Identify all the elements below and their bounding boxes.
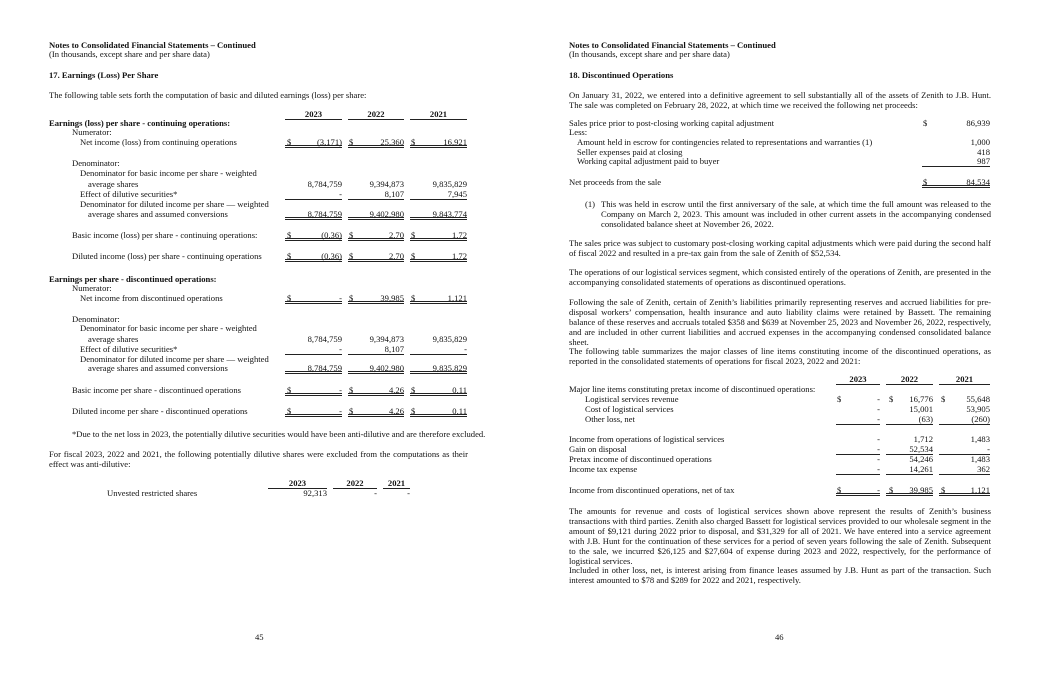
table-cell: 1.72 $	[411, 230, 467, 240]
table-cell: (3,171) $	[287, 137, 342, 147]
table-cell: -	[836, 414, 880, 425]
table-cell: - $	[837, 394, 880, 404]
table-cell: - $	[287, 385, 342, 395]
paragraph-logistical-services: The amounts for revenue and costs of logistical services shown above represent the results of Zenith’s business transactions with third parties. Zenith also charged Bassett for logistical services provided to our wholesale segment in the amount of $9,121 during 2022 prior to disposal, and $31,329 for all of 2021. We have entered into a service agreement with J.B. Hunt for the continuation of these services for a period of seven years following the sale of Zenith. Subsequent to the sale, we incurred $26,125 and $27,604 of expense during 2023 and 2022, respectively, for the performance of logistical services.	[569, 506, 991, 566]
table-cell: - $	[837, 485, 880, 495]
row-label: Less:	[569, 127, 588, 137]
table-cell: 15,001	[909, 404, 933, 414]
row-label: Denominator for basic income per share - weighted	[80, 168, 257, 178]
column-header-2023: 2023	[285, 109, 342, 120]
table-cell: -	[374, 488, 377, 498]
row-label: Other loss, net	[585, 414, 635, 424]
dollar-sign: $	[889, 394, 894, 404]
footnote-1-text: This was held in escrow until the first anniversary of the sale, at which time the full amount was released to the Company on March 2, 2023. This amount was included in other current assets in the accompanying condensed consolidated balance sheet at November 26, 2022.	[601, 199, 991, 229]
eps-intro: The following table sets forth the computation of basic and diluted earnings (loss) per share:	[49, 90, 367, 100]
table-cell: 0.11 $	[411, 385, 467, 395]
table-cell: 8,784,759	[307, 179, 342, 189]
table-cell: 987	[922, 156, 990, 167]
row-label: Diluted income per share - discontinued operations	[72, 406, 248, 416]
table-cell: 9,394,873	[369, 334, 404, 344]
antidilutive-paragraph: For fiscal 2023, 2022 and 2021, the following potentially dilutive shares were excluded from the computations as their effect was anti-dilutive:	[49, 449, 468, 469]
row-label: Denominator:	[72, 314, 120, 324]
row-label: Diluted income (loss) per share - continuing operations	[72, 251, 262, 261]
table-cell: 9,835,829	[432, 334, 467, 344]
table-cell: 4.26 $	[349, 385, 404, 395]
dollar-sign: $	[287, 406, 292, 416]
table-cell: 2.70 $	[349, 230, 404, 240]
table-cell: 0.11 $	[411, 406, 467, 416]
dollar-sign: $	[349, 385, 354, 395]
table-cell: -	[410, 344, 467, 355]
row-label: average shares	[88, 334, 139, 344]
paragraph-operations: The operations of our logistical services segment, which consisted entirely of the operations of Zenith, are presented in the accompanying consolidated statements of operations as discontinued operations.	[569, 267, 991, 287]
dollar-sign: $	[837, 485, 842, 495]
column-header-2021: 2021	[939, 374, 990, 385]
row-label: Amount held in escrow for contingencies related to representations and warranties (1)	[577, 137, 873, 147]
row-label: Sales price prior to post-closing working capital adjustment	[569, 118, 775, 128]
table-cell: 418	[977, 147, 990, 157]
row-label: Denominator for diluted income per share — weighted	[80, 199, 269, 209]
row-label: Denominator for basic income per share - weighted	[80, 323, 257, 333]
row-label: Denominator for diluted income per share — weighted	[80, 354, 269, 364]
row-label: Effect of dilutive securities*	[80, 344, 178, 354]
dollar-sign: $	[411, 251, 416, 261]
table-cell: 9,835,829	[410, 363, 467, 374]
table-cell: 52,534	[886, 444, 933, 455]
page-number-left: 45	[255, 632, 264, 642]
table-cell: 9,394,873	[369, 179, 404, 189]
row-label: Net income (loss) from continuing operations	[80, 137, 237, 147]
table-cell: 39,985 $	[886, 485, 933, 496]
table-cell: (0.36) $	[287, 230, 342, 240]
dollar-sign: $	[941, 394, 946, 404]
dollar-sign: $	[349, 137, 354, 147]
row-label: Major line items constituting pretax income of discontinued operations:	[569, 384, 816, 394]
row-label: Effect of dilutive securities*	[80, 189, 178, 199]
paragraph-table-summary: The following table summarizes the major classes of line items constituting income of the discontinued operations, as reported in the consolidated statements of operations for fiscal 2023, 2022 and 2021:	[569, 346, 991, 366]
row-label: Logistical services revenue	[585, 394, 679, 404]
row-label: Gain on disposal	[569, 444, 627, 454]
table-cell: 9,843,774	[410, 209, 467, 220]
row-label: Earnings (loss) per share - continuing operations:	[49, 118, 231, 128]
row-label: Income tax expense	[569, 464, 638, 474]
table-cell: -	[877, 404, 880, 414]
row-label: average shares	[88, 179, 139, 189]
row-label: Basic income per share - discontinued operations	[72, 385, 241, 395]
table-cell: 362	[939, 464, 990, 475]
table-cell: 84,534 $	[923, 177, 990, 187]
dollar-sign: $	[411, 137, 416, 147]
table-cell: 55,648 $	[941, 394, 990, 404]
table-cell: 7,945	[410, 189, 467, 200]
paragraph-other-loss: Included in other loss, net, is interest arising from finance leases assumed by J.B. Hunt as part of the transaction. Such interest amounted to $78 and $289 for 2022 and 2021, respectively.	[569, 565, 991, 585]
dollar-sign: $	[923, 118, 928, 128]
table-cell: -	[285, 189, 342, 200]
row-label: Numerator:	[72, 283, 112, 293]
table-cell: (260)	[939, 414, 990, 425]
page-number-right: 46	[775, 632, 784, 642]
table-cell: 54,246	[909, 454, 933, 464]
row-label: Income from operations of logistical services	[569, 434, 725, 444]
dollar-sign: $	[287, 251, 292, 261]
table-cell: - $	[287, 293, 342, 303]
row-label: Net proceeds from the sale	[569, 177, 662, 187]
row-label: Income from discontinued operations, net of tax	[569, 485, 735, 495]
table-cell: 9,835,829	[432, 179, 467, 189]
dollar-sign: $	[287, 137, 292, 147]
row-label: average shares and assumed conversions	[88, 209, 228, 219]
section-title-17: 17. Earnings (Loss) Per Share	[49, 70, 159, 80]
column-header-2023: 2023	[268, 478, 327, 489]
row-label: Pretax income of discontinued operations	[569, 454, 712, 464]
dollar-sign: $	[349, 293, 354, 303]
table-cell: 92,313	[303, 488, 327, 498]
row-label: Basic income (loss) per share - continuing operations:	[72, 230, 258, 240]
column-header-2021: 2021	[410, 109, 467, 120]
column-header-2021: 2021	[383, 478, 410, 489]
paragraph-sales-price: The sales price was subject to customary post-closing working capital adjustments which were paid during the second half of fiscal 2022 and resulted in a pre-tax gain from the sale of Zenith of $52,534.	[569, 238, 991, 258]
table-cell: -	[836, 444, 880, 455]
table-cell: 1,712	[913, 434, 933, 444]
dollar-sign: $	[349, 251, 354, 261]
table-cell: 1,483	[970, 454, 990, 464]
row-label: Denominator:	[72, 158, 120, 168]
dollar-sign: $	[411, 385, 416, 395]
table-cell: 25,360 $	[349, 137, 404, 147]
table-cell: 16,776 $	[889, 394, 933, 404]
dollar-sign: $	[889, 485, 894, 495]
table-cell: 9,402,980	[348, 209, 404, 220]
table-cell: -	[407, 488, 410, 498]
table-cell: -	[285, 344, 342, 355]
table-cell: 8,784,759	[307, 334, 342, 344]
left-header-title: Notes to Consolidated Financial Statements – Continued	[49, 40, 256, 50]
table-cell: 4.26 $	[349, 406, 404, 416]
dollar-sign: $	[941, 485, 946, 495]
table-cell: 16,921 $	[411, 137, 467, 147]
dollar-sign: $	[923, 177, 928, 187]
row-label: Seller expenses paid at closing	[577, 147, 683, 157]
right-header-subtitle: (In thousands, except share and per share data)	[569, 49, 730, 59]
dollar-sign: $	[287, 230, 292, 240]
column-header-2022: 2022	[886, 374, 933, 385]
table-cell: 1,121 $	[941, 485, 990, 495]
dollar-sign: $	[411, 406, 416, 416]
table-cell: -	[939, 444, 990, 455]
table-cell: -	[877, 434, 880, 444]
dollar-sign: $	[287, 293, 292, 303]
table-cell: 8,107	[348, 344, 404, 355]
row-label: Earnings per share - discontinued operations:	[49, 274, 217, 284]
row-label: Net income from discontinued operations	[80, 293, 223, 303]
table-cell: 86,939 $	[923, 118, 990, 128]
dollar-sign: $	[349, 406, 354, 416]
table-cell: (0.36) $	[287, 251, 342, 261]
table-cell: -	[877, 454, 880, 464]
dollar-sign: $	[411, 230, 416, 240]
paragraph-liabilities: Following the sale of Zenith, certain of Zenith’s liabilities primarily representing reserves and accrued liabilities for pre-disposal workers’ compensation, health insurance and auto liability claims were retained by Bassett. The remaining balance of these reserves and accruals totaled $358 and $639 at November 25, 2023 and November 26, 2022, respectively, and are included in other current liabilities and accrued expenses in the accompanying condensed consolidated balance sheet.	[569, 297, 991, 347]
table-cell: 1.72 $	[411, 251, 467, 261]
left-header-subtitle: (In thousands, except share and per share data)	[49, 49, 210, 59]
table-cell: 8,784,759	[285, 209, 342, 220]
row-label: Cost of logistical services	[585, 404, 674, 414]
row-label: Unvested restricted shares	[107, 488, 198, 498]
column-header-2023: 2023	[836, 374, 880, 385]
right-header-title: Notes to Consolidated Financial Statements – Continued	[569, 40, 776, 50]
column-header-2022: 2022	[333, 478, 377, 489]
table-cell: 2.70 $	[349, 251, 404, 261]
dollar-sign: $	[349, 230, 354, 240]
table-cell: 8,107	[348, 189, 404, 200]
table-cell: 14,261	[886, 464, 933, 475]
row-label: average shares and assumed conversions	[88, 363, 228, 373]
table-cell: 1,000	[970, 137, 990, 147]
dollar-sign: $	[287, 385, 292, 395]
eps-footnote: *Due to the net loss in 2023, the potentially dilutive securities would have been anti-dilutive and are therefore excluded.	[72, 429, 486, 439]
table-cell: 1,483	[970, 434, 990, 444]
table-cell: - $	[287, 406, 342, 416]
dollar-sign: $	[411, 293, 416, 303]
table-cell: 1,121 $	[411, 293, 467, 303]
table-cell: 53,905	[966, 404, 990, 414]
footnote-1-marker: (1)	[585, 199, 596, 209]
paragraph-sale-agreement: On January 31, 2022, we entered into a definitive agreement to sell substantially all of the assets of Zenith to J.B. Hunt. The sale was completed on February 28, 2022, at which time we received the following net proceeds:	[569, 90, 991, 110]
section-title-18: 18. Discontinued Operations	[569, 70, 674, 80]
column-header-2022: 2022	[348, 109, 404, 120]
table-cell: 9,402,980	[348, 363, 404, 374]
table-cell: (63)	[886, 414, 933, 425]
row-label: Numerator:	[72, 127, 112, 137]
table-cell: -	[836, 464, 880, 475]
row-label: Working capital adjustment paid to buyer	[577, 156, 720, 166]
table-cell: 8,784,759	[285, 363, 342, 374]
table-cell: 39,985 $	[349, 293, 404, 303]
dollar-sign: $	[837, 394, 842, 404]
